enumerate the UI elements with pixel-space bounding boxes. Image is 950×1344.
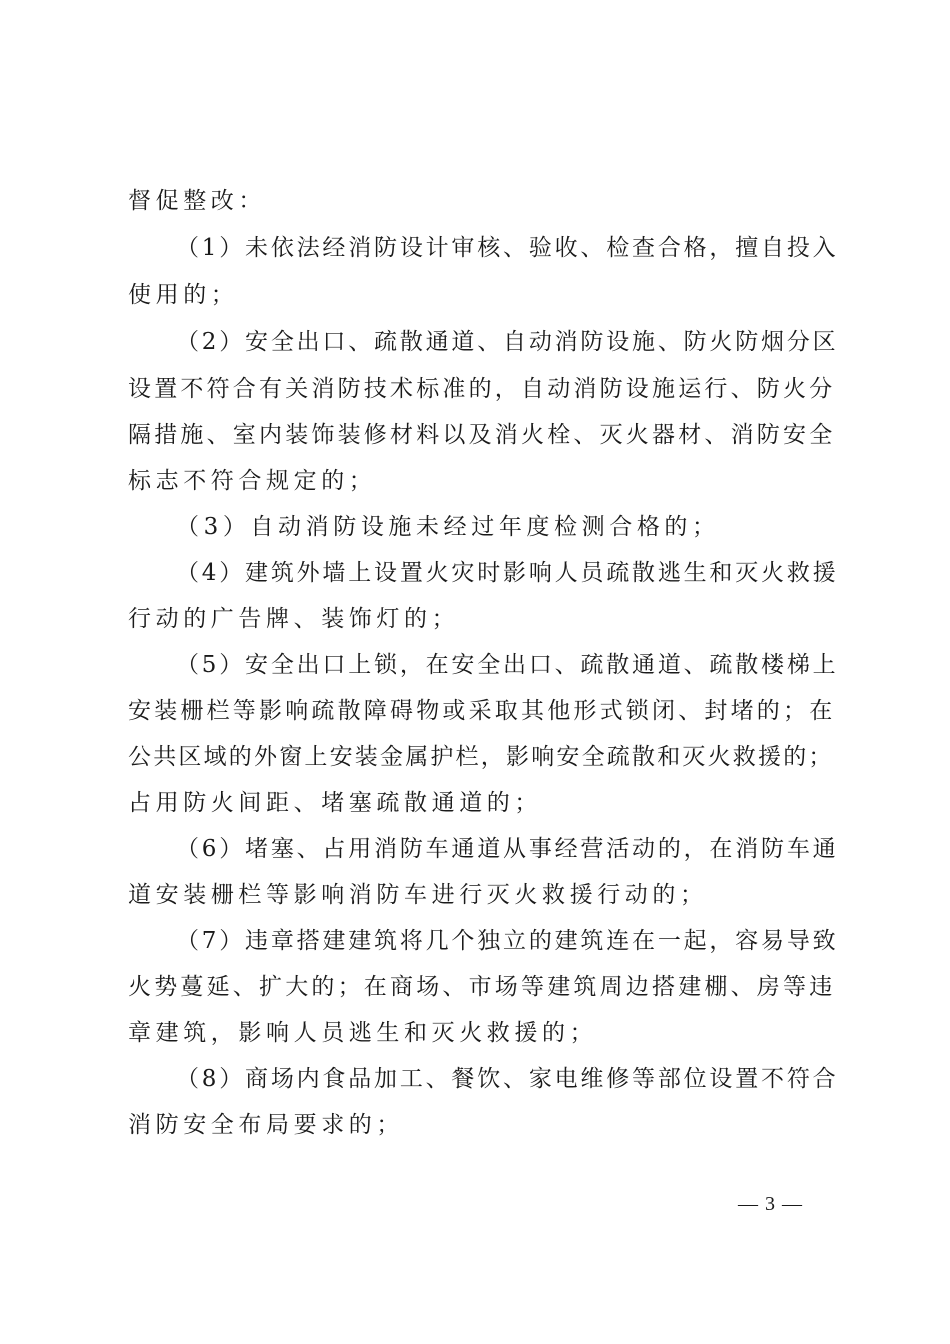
text-line: （6）堵塞、占用消防车通道从事经营活动的，在消防车通 xyxy=(176,836,839,862)
text-line: （8）商场内食品加工、餐饮、家电维修等部位设置不符合 xyxy=(176,1066,839,1092)
text-line: （5）安全出口上锁，在安全出口、疏散通道、疏散楼梯上 xyxy=(176,652,839,678)
text-line: 标志不符合规定的； xyxy=(128,468,377,494)
text-line: 章建筑，影响人员逃生和灭火救援的； xyxy=(128,1020,598,1046)
page-number: — 3 — xyxy=(738,1193,803,1215)
text-line: 设置不符合有关消防技术标准的，自动消防设施运行、防火分 xyxy=(128,376,836,402)
text-line: 占用防火间距、堵塞疏散通道的； xyxy=(128,790,542,816)
text-line: （3）自动消防设施未经过年度检测合格的； xyxy=(176,514,720,540)
text-line: （1）未依法经消防设计审核、验收、检查合格，擅自投入 xyxy=(176,235,839,261)
text-line: 道安装栅栏等影响消防车进行灭火救援行动的； xyxy=(128,882,708,908)
text-line: 行动的广告牌、装饰灯的； xyxy=(128,606,460,632)
text-line: 隔措施、室内装饰装修材料以及消火栓、灭火器材、消防安全 xyxy=(128,422,836,448)
text-line: 消防安全布局要求的； xyxy=(128,1112,404,1138)
text-line: （7）违章搭建建筑将几个独立的建筑连在一起，容易导致 xyxy=(176,928,839,954)
text-line: 公共区域的外窗上安装金属护栏，影响安全疏散和灭火救援的； xyxy=(128,744,834,770)
text-line: 安装栅栏等影响疏散障碍物或采取其他形式锁闭、封堵的；在 xyxy=(128,698,836,724)
text-line: 督促整改： xyxy=(128,188,266,214)
text-line: 使用的； xyxy=(128,282,239,308)
text-line: （2）安全出口、疏散通道、自动消防设施、防火防烟分区 xyxy=(176,329,839,355)
text-line: （4）建筑外墙上设置火灾时影响人员疏散逃生和灭火救援 xyxy=(176,560,839,586)
text-line: 火势蔓延、扩大的；在商场、市场等建筑周边搭建棚、房等违 xyxy=(128,974,836,1000)
